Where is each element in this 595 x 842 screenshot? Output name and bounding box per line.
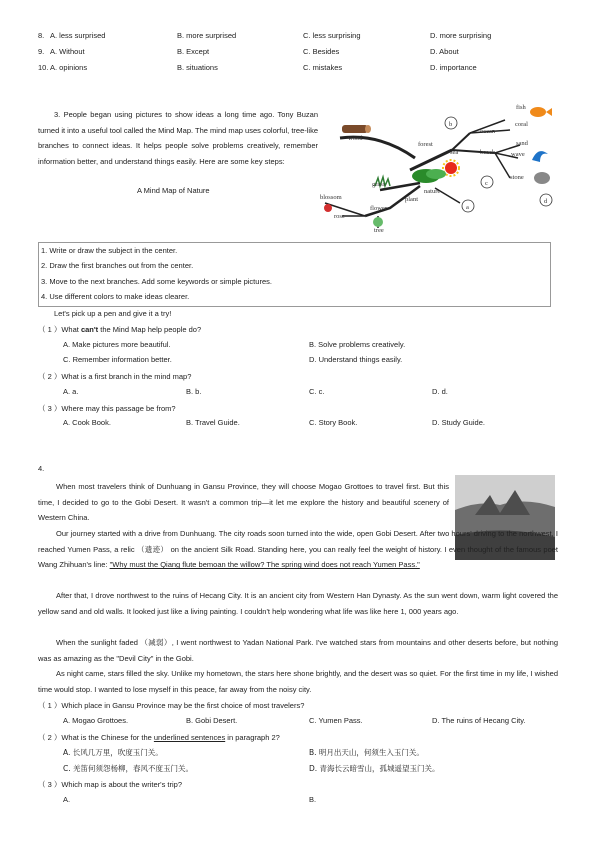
q4-sub1-question: （ 1 ）Which place in Gansu Province may be the first choice of most travelers?	[38, 701, 305, 710]
q3-intro-paragraph: 3. People began using pictures to show ideas a long time ago. Tony Buzan turned it into a useful tool called the Mind Map. The mind map uses colorful, tree-like branches to connect ideas. It helps people solve problems creatively, remember information better, and understand things easily. Here are some key steps:	[38, 110, 319, 166]
label-plant: plant	[405, 196, 418, 203]
label-blossom: blossom	[320, 194, 342, 201]
option-a[interactable]: A.	[63, 795, 71, 804]
label-wave: wave	[511, 151, 525, 158]
q4-paragraph-4: When the sunlight faded （减弱）, I went northwest to Yadan National Park. I've watched stars from mountains and other deserts before, but nothing was as amazing as the "Devil City" in the Gobi.	[38, 638, 558, 663]
step-2: 2. Draw the first branches out from the center.	[41, 261, 194, 270]
option-a[interactable]: A. Cook Book.	[63, 418, 111, 427]
option-d[interactable]: D. 青海长云暗雪山，孤城遥望玉门关。	[309, 764, 440, 773]
label-d: d	[544, 198, 548, 205]
mind-map-title: A Mind Map of Nature	[137, 186, 210, 195]
wood-log-icon	[342, 125, 368, 133]
option-a[interactable]: A. a.	[63, 387, 79, 396]
wave-icon	[532, 151, 548, 162]
option-b: B. more surprised	[177, 31, 237, 40]
option-d: D. importance	[430, 63, 477, 72]
option-c[interactable]: C. Remember information better.	[63, 355, 172, 364]
option-c[interactable]: C. Yumen Pass.	[309, 716, 363, 725]
option-b: B. situations	[177, 63, 218, 72]
label-b: b	[449, 121, 453, 128]
option-row	[0, 31, 595, 41]
option-c[interactable]: C. 羌笛何须怨杨柳，春风不度玉门关。	[63, 764, 194, 773]
step-3: 3. Move to the next branches. Add some keywords or simple pictures.	[41, 277, 272, 286]
option-d[interactable]: D. Understand things easily.	[309, 355, 403, 364]
mind-map-figure	[320, 98, 558, 238]
q4-paragraph-5: As night came, stars filled the sky. Unlike my hometown, the stars here shone brightly, and the desert was so quiet. For the first time in my life, I wished time would stop. I wanted to lose myself in this peace, far away from the noisy city.	[38, 669, 558, 694]
option-c: C. less surprising	[303, 31, 361, 40]
sun-icon	[445, 162, 457, 174]
branch-ocean	[452, 133, 470, 150]
question-number: 8.	[38, 31, 45, 40]
option-b[interactable]: B. 明月出天山，何须生入玉门关。	[309, 748, 424, 757]
q3-sub3-question: （ 3 ）Where may this passage be from?	[38, 404, 176, 413]
label-c: c	[485, 180, 488, 187]
label-fish: fish	[516, 104, 526, 111]
option-c: C. Besides	[303, 47, 340, 56]
option-a[interactable]: A. Make pictures more beautiful.	[63, 340, 171, 349]
option-b[interactable]: B. Gobi Desert.	[186, 716, 238, 725]
q4-number: 4.	[38, 464, 45, 473]
option-d[interactable]: D. Study Guide.	[432, 418, 485, 427]
label-forest: forest	[418, 141, 433, 148]
step-4: 4. Use different colors to make ideas clearer.	[41, 292, 190, 301]
question-number: 9.	[38, 47, 45, 56]
underlined-sentences: "Why must the Qiang flute bemoan the willow? The spring wind does not reach Yumen Pass."	[109, 560, 420, 570]
q4-paragraph-2: Our journey started with a drive from Dunhuang. The city roads soon turned into the wide, open Gobi Desert. After two hours' driving to the northwest, I reached Yumen Pass, a relic （遗迹） on the ancient Silk Road. Standing here, you can really feel the weight of history. I even thought of the famous poet Wang Zhihuan's line: "Why must the Qiang flute bemoan the willow? The spring wind does not reach Yumen Pass."	[38, 529, 558, 570]
option-b[interactable]: B.	[309, 795, 317, 804]
label-flower: flower	[370, 205, 387, 212]
question-number: 10.	[38, 63, 49, 72]
option-c[interactable]: C. Story Book.	[309, 418, 358, 427]
rose-icon	[324, 204, 332, 212]
q4-paragraph-1: When most travelers think of Dunhuang in Gansu Province, they will choose Mogao Grottoes to travel first. But this time, I decided to go to the Gobi Desert. It wasn't a common trip—it let me explore the history and beautiful scenery of Western China.	[38, 482, 449, 523]
option-b: B. Except	[177, 47, 210, 56]
fish-icon	[530, 107, 546, 117]
option-b[interactable]: B. Solve problems creatively.	[309, 340, 406, 349]
option-row	[0, 47, 595, 57]
stone-icon	[534, 172, 550, 184]
try-line: Let's pick up a pen and give it a try!	[54, 309, 172, 318]
option-b[interactable]: B. b.	[186, 387, 202, 396]
option-d[interactable]: D. The ruins of Hecang City.	[432, 716, 526, 725]
q4-sub2-question: （ 2 ）What is the Chinese for the underlined sentences in paragraph 2?	[38, 733, 280, 742]
option-a: A. opinions	[50, 63, 88, 72]
q3-sub2-question: （ 2 ）What is a first branch in the mind map?	[38, 372, 192, 381]
option-b[interactable]: B. Travel Guide.	[186, 418, 240, 427]
label-nature: nature	[424, 188, 441, 195]
label-a: a	[466, 204, 469, 211]
label-grass: grass	[372, 181, 386, 188]
label-ocean: ocean	[480, 128, 496, 135]
option-c[interactable]: C. c.	[309, 387, 325, 396]
label-beach: beach	[480, 149, 496, 156]
q4-paragraph-3: After that, I drove northwest to the ruins of Hecang City. It is an ancient city from Western Han Dynasty. As the sun went down, warm light covered the yellow sand and old walls. It looked just like a living painting. I couldn't help wondering what life was like here 1, 000 years ago.	[38, 591, 558, 616]
label-tree: tree	[374, 227, 384, 234]
steps-box	[38, 242, 551, 307]
option-c: C. mistakes	[303, 63, 343, 72]
option-a[interactable]: A. 长风几万里，吹度玉门关。	[63, 748, 163, 757]
option-d[interactable]: D. d.	[432, 387, 448, 396]
label-coral: coral	[515, 121, 528, 128]
option-a: A. Without	[50, 47, 85, 56]
q4-sub3-question: （ 3 ）Which map is about the writer's trip?	[38, 780, 182, 789]
label-sand: sand	[516, 140, 528, 147]
step-1: 1. Write or draw the subject in the center.	[41, 246, 178, 255]
label-wood: wood	[348, 135, 363, 142]
option-a[interactable]: A. Mogao Grottoes.	[63, 716, 129, 725]
label-rose: rose	[334, 213, 345, 220]
option-a: A. less surprised	[50, 31, 106, 40]
q3-sub1-question: （ 1 ）What can't the Mind Map help people do?	[38, 325, 202, 334]
option-row	[0, 63, 595, 73]
option-d: D. more surprising	[430, 31, 492, 40]
option-d: D. About	[430, 47, 459, 56]
label-stone: stone	[510, 174, 524, 181]
label-sea: sea	[450, 149, 459, 156]
tree-icon	[373, 217, 383, 227]
